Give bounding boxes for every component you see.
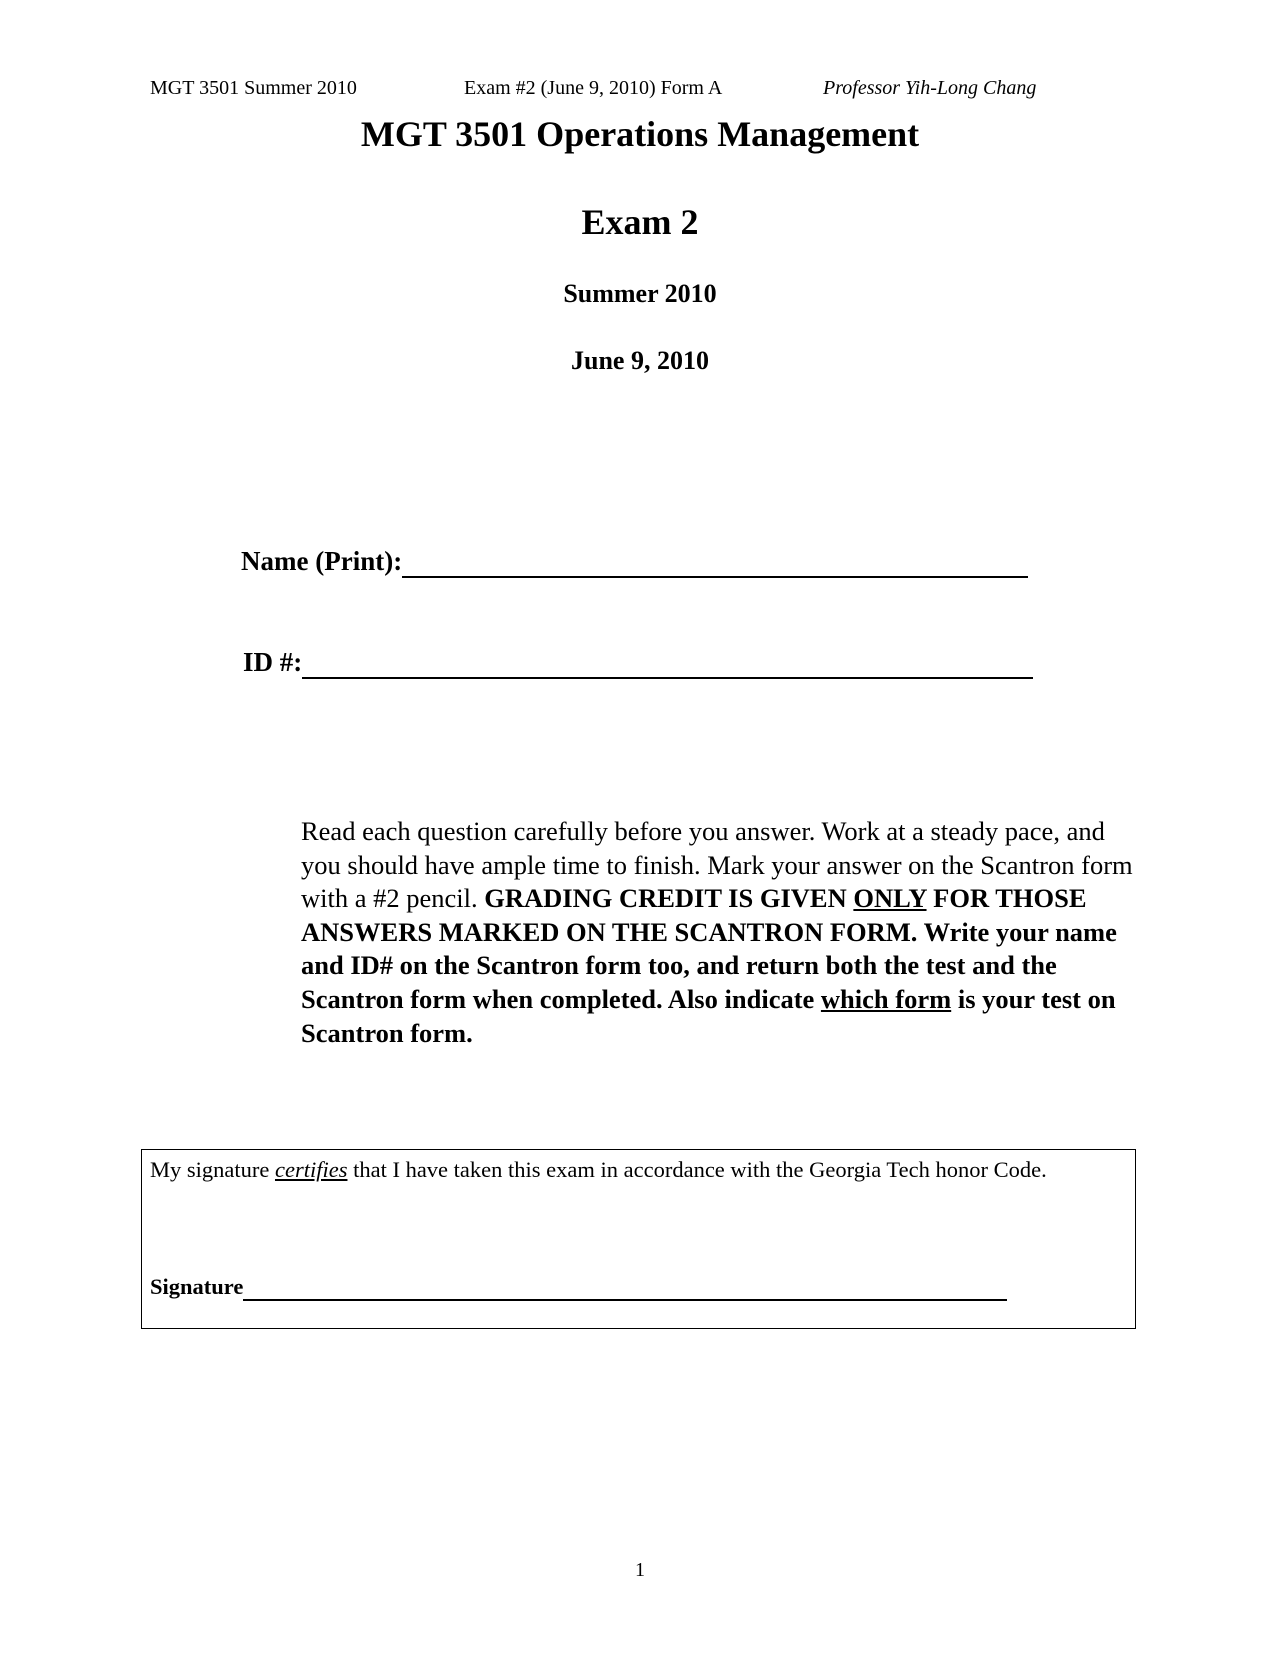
header-professor: Professor Yih-Long Chang — [823, 77, 1037, 99]
exam-date: June 9, 2010 — [571, 346, 709, 375]
instructions-plain: Read each question carefully before you answer. Work at a steady pace, and you should have ample time to finish. Mark your answer on the Scantron form with a #2 pencil. — [301, 816, 1133, 914]
name-field — [241, 544, 1028, 578]
instructions-bold-3: is your test on Scantron form. — [301, 983, 1116, 1048]
id-blank-line — [302, 651, 1033, 679]
header-course: MGT 3501 Summer 2010 — [150, 77, 357, 99]
exam-instructions — [301, 815, 1141, 1050]
honor-text-after: that I have taken this exam in accordance with the Georgia Tech honor Code. — [347, 1157, 1047, 1182]
instructions-bold-1: GRADING CREDIT IS GIVEN — [484, 883, 854, 914]
document-title: MGT 3501 Operations Management — [360, 114, 920, 154]
honor-certifies: certifies — [274, 1157, 348, 1182]
exam-heading: Exam 2 — [581, 202, 699, 242]
id-field — [243, 645, 1033, 679]
name-label: Name (Print): — [241, 546, 403, 576]
signature-blank-line — [243, 1277, 1007, 1301]
name-blank-line — [402, 550, 1028, 578]
id-label: ID #: — [243, 647, 303, 677]
signature-field — [150, 1273, 1007, 1301]
header-exam-info: Exam #2 (June 9, 2010) Form A — [464, 77, 723, 99]
honor-text-before: My signature — [150, 1157, 275, 1182]
instructions-bold-2: FOR THOSE ANSWERS MARKED ON THE SCANTRON FORM. Write your name and ID# on the Scantron form too, and return both the test and the Scantron form when completed. Also indicate — [301, 883, 1117, 1014]
instructions-which-form: which form — [820, 983, 952, 1014]
page-number: 1 — [635, 1559, 645, 1581]
instructions-only: ONLY — [853, 883, 927, 914]
exam-term: Summer 2010 — [563, 279, 717, 308]
honor-statement — [150, 1155, 1110, 1184]
signature-label: Signature — [150, 1274, 244, 1299]
